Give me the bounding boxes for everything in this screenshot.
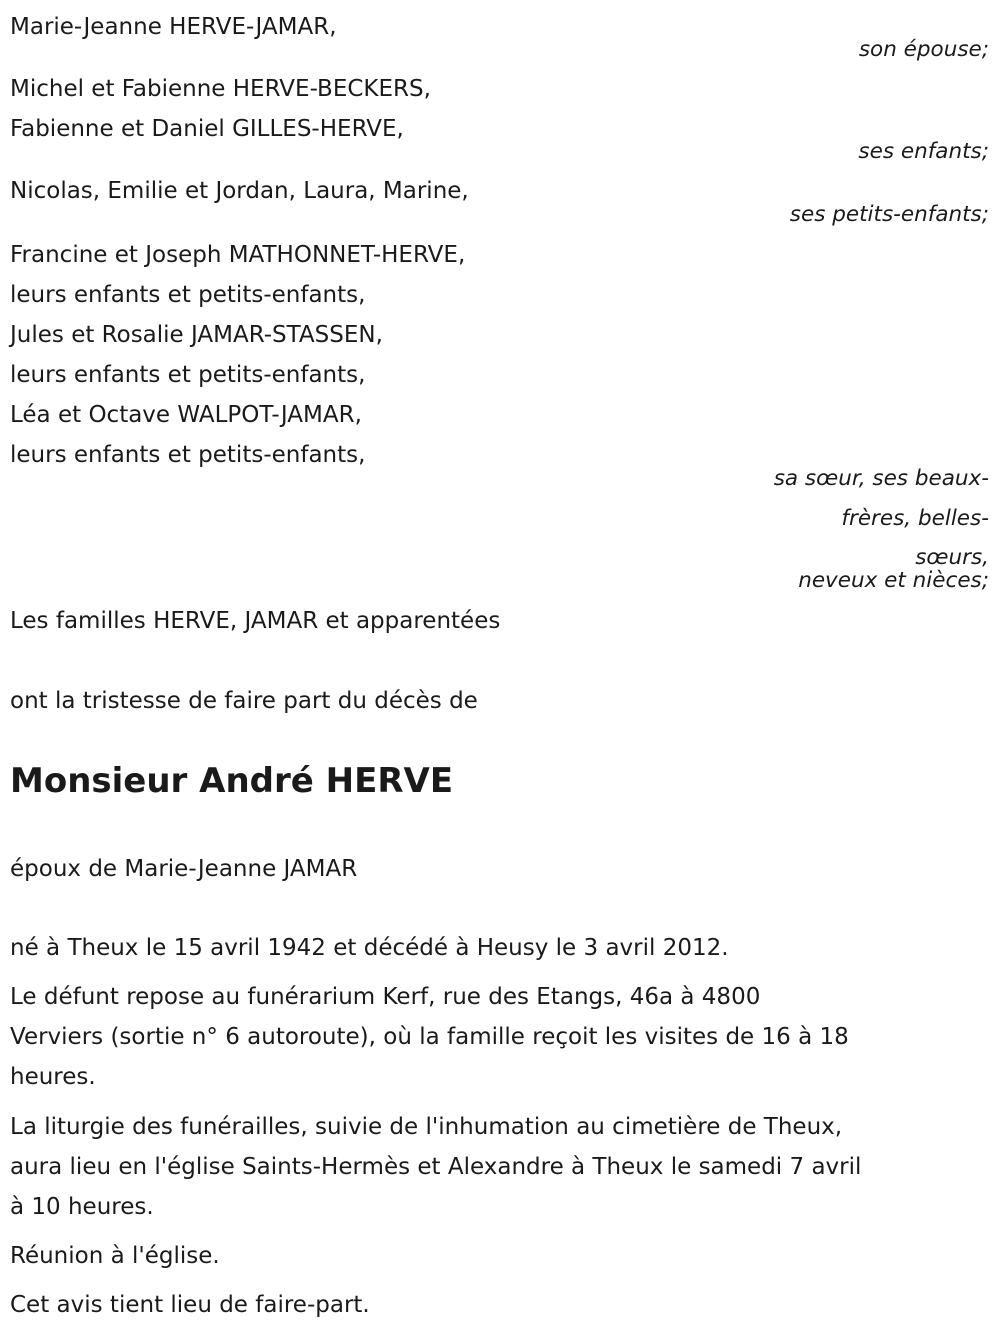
relation-label: son épouse; [858, 37, 989, 62]
relation-label: sœurs, [915, 545, 989, 570]
family-line: Jules et Rosalie JAMAR-STASSEN, [10, 322, 383, 348]
announcement: ont la tristesse de faire part du décès de [10, 688, 478, 714]
family-line: Francine et Joseph MATHONNET-HERVE, [10, 242, 466, 268]
family-line: Nicolas, Emilie et Jordan, Laura, Marine, [10, 178, 469, 204]
family-line: Fabienne et Daniel GILLES-HERVE, [10, 116, 404, 142]
relation-label: ses enfants; [858, 139, 989, 164]
liturgy-line: aura lieu en l'église Saints-Hermès et Alexandre à Theux le samedi 7 avril [10, 1154, 862, 1180]
relation-label: neveux et nièces; [798, 568, 989, 593]
funeral-home-line: Le défunt repose au funérarium Kerf, rue des Etangs, 46a à 4800 [10, 984, 761, 1010]
liturgy-line: La liturgie des funérailles, suivie de l'inhumation au cimetière de Theux, [10, 1114, 843, 1140]
funeral-home-line: Verviers (sortie n° 6 autoroute), où la famille reçoit les visites de 16 à 18 [10, 1024, 849, 1050]
relation-label: ses petits-enfants; [789, 202, 989, 227]
birth-death-line: né à Theux le 15 avril 1942 et décédé à Heusy le 3 avril 2012. [10, 935, 729, 961]
family-line: leurs enfants et petits-enfants, [10, 442, 366, 468]
spouse-line: époux de Marie-Jeanne JAMAR [10, 856, 358, 882]
closing-line: Cet avis tient lieu de faire-part. [10, 1292, 370, 1318]
funeral-home-line: heures. [10, 1064, 96, 1090]
family-line: leurs enfants et petits-enfants, [10, 362, 366, 388]
relation-label: sa sœur, ses beaux- [773, 466, 989, 491]
family-line: Les familles HERVE, JAMAR et apparentées [10, 608, 501, 634]
relation-label: frères, belles- [841, 506, 989, 531]
family-line: Léa et Octave WALPOT-JAMAR, [10, 402, 362, 428]
meeting-line: Réunion à l'église. [10, 1243, 220, 1269]
family-line: Michel et Fabienne HERVE-BECKERS, [10, 76, 431, 102]
liturgy-line: à 10 heures. [10, 1194, 154, 1220]
family-line: Marie-Jeanne HERVE-JAMAR, [10, 14, 337, 40]
family-line: leurs enfants et petits-enfants, [10, 282, 366, 308]
deceased-name: Monsieur André HERVE [10, 761, 454, 801]
